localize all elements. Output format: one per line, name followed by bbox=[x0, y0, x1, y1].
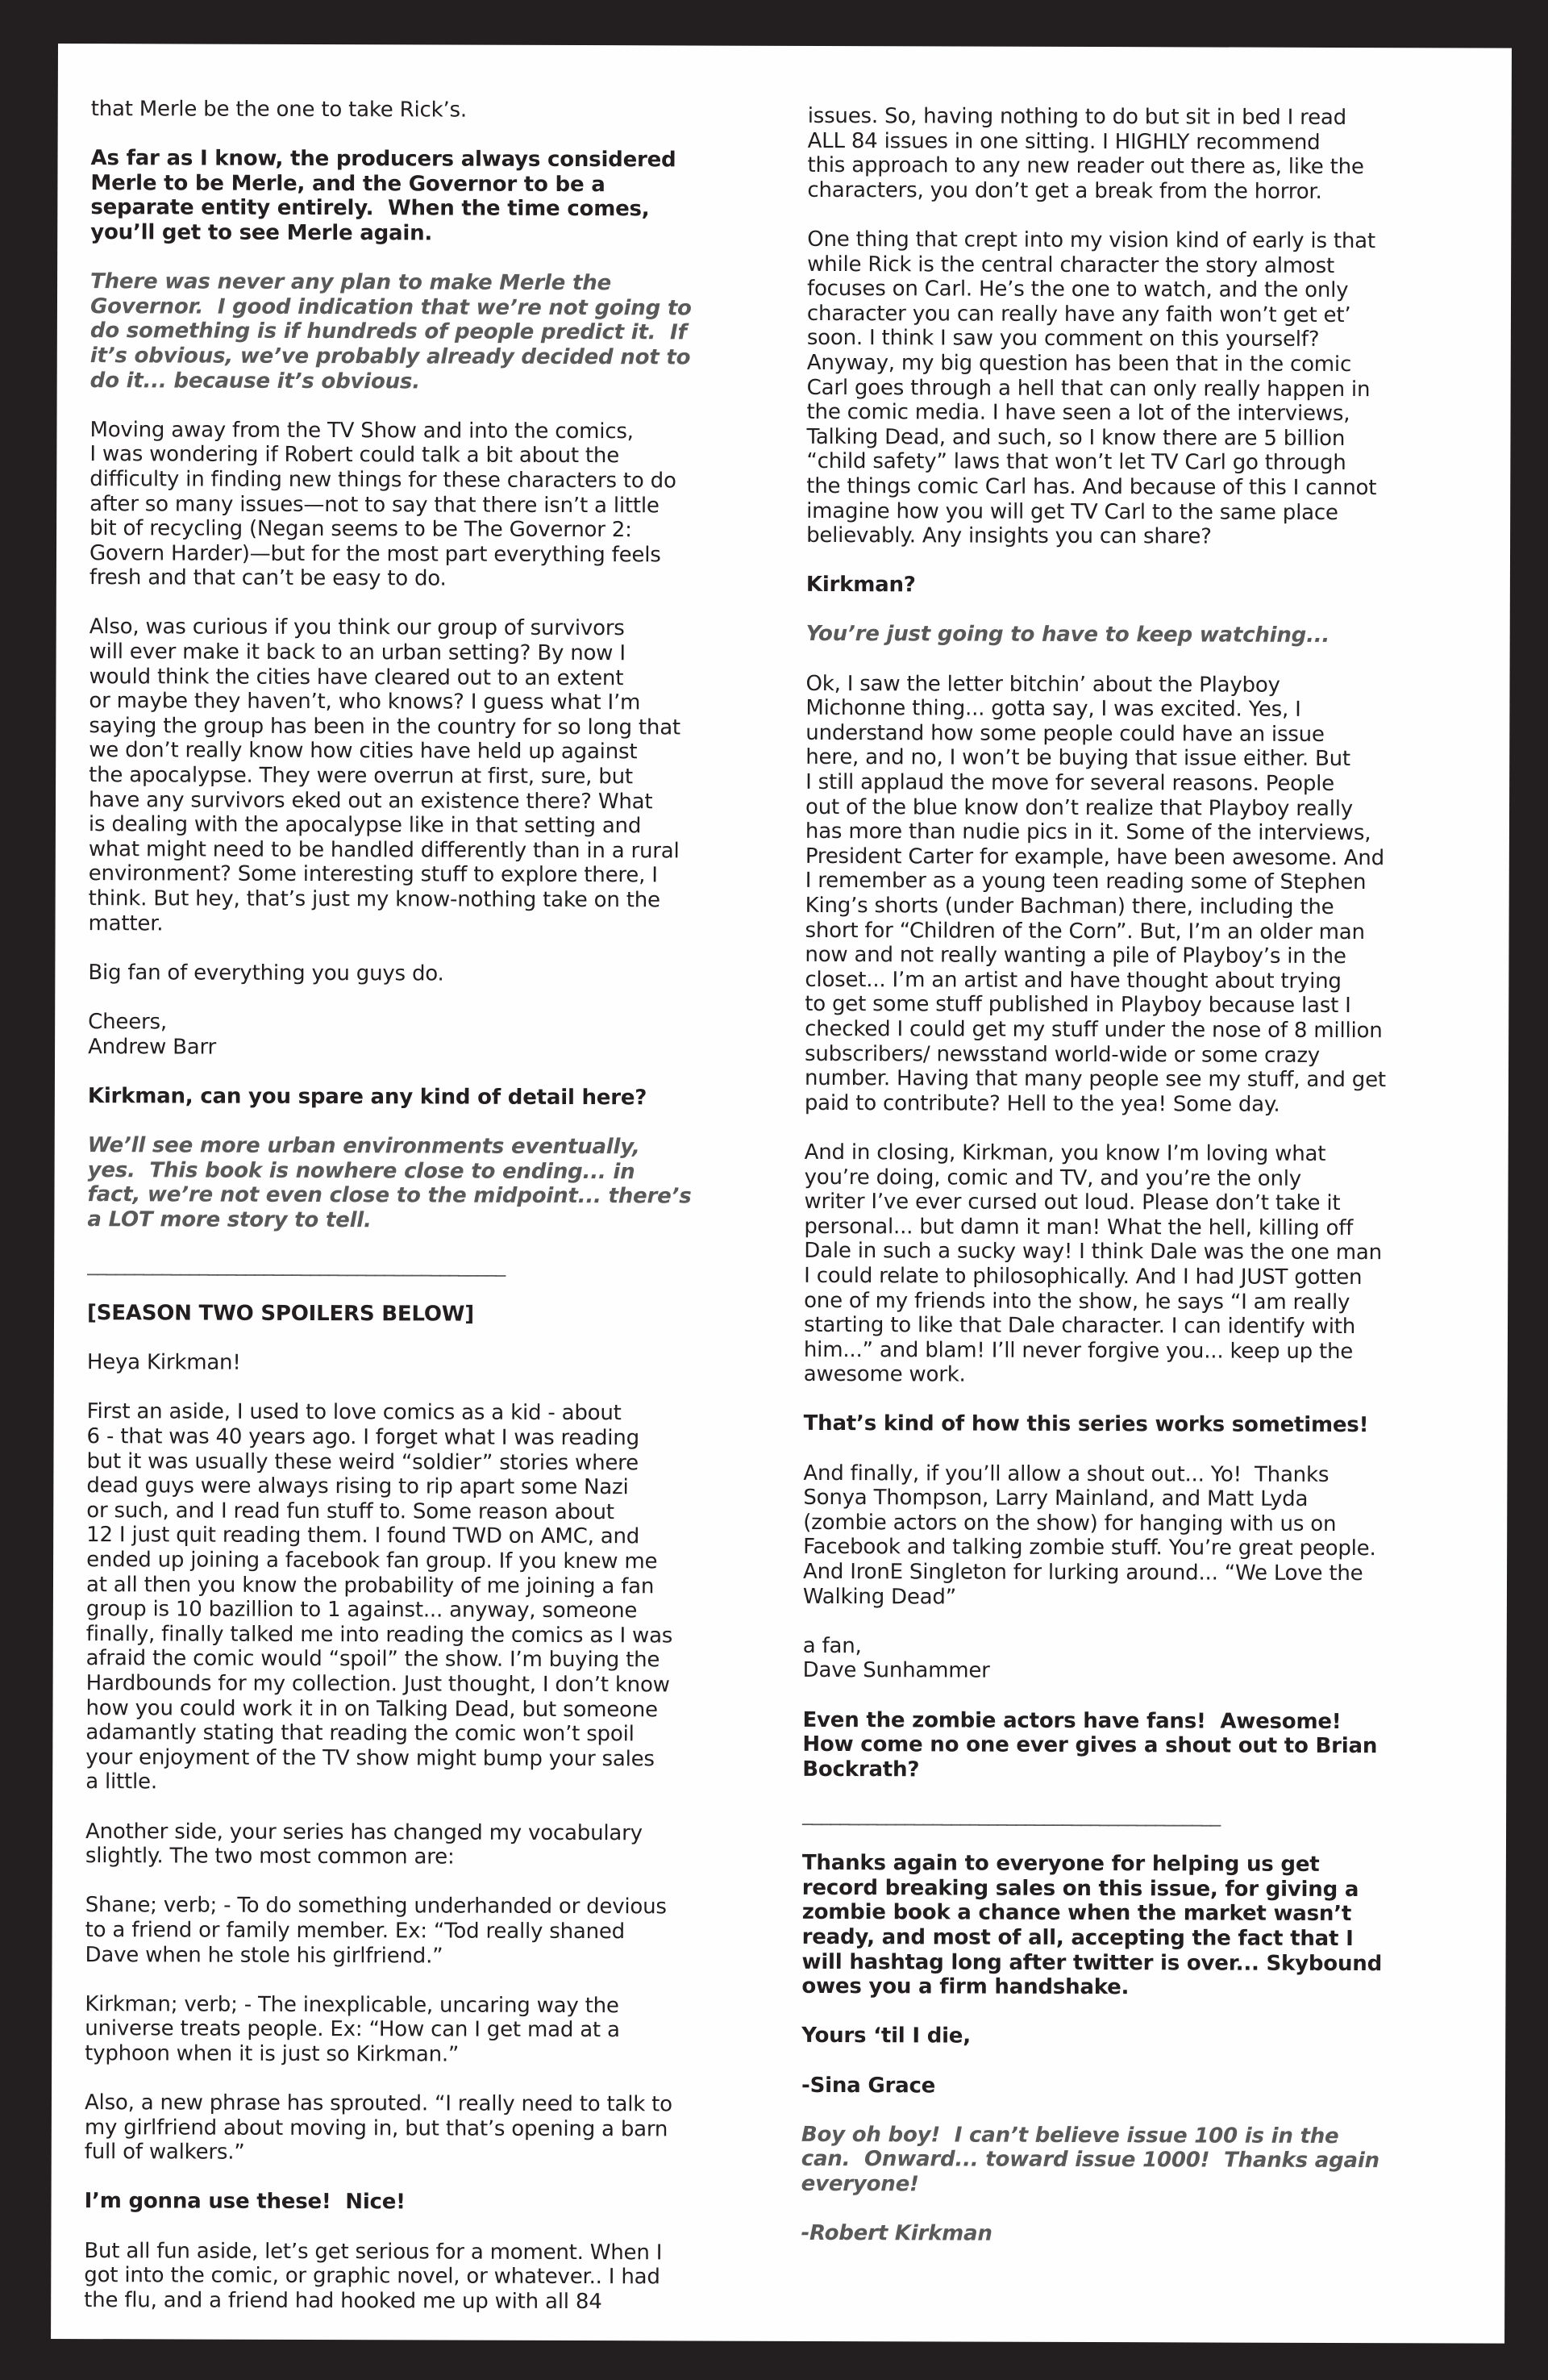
text-line: zombie book a chance when the market wasn’t bbox=[801, 1900, 1352, 1927]
text-line: focuses on Carl. He’s the one to watch, and the only bbox=[807, 277, 1349, 303]
text-line: difficulty in finding new things for these characters to do bbox=[89, 467, 676, 494]
text-line: is dealing with the apocalypse like in that setting and bbox=[88, 812, 642, 839]
section-divider bbox=[87, 1252, 797, 1278]
text-line: Another side, your series has changed my vocabulary bbox=[85, 1819, 643, 1845]
editor-response bbox=[85, 2190, 794, 2216]
editor-response bbox=[88, 1084, 797, 1111]
text-line: do something is if hundreds of people predict it. If bbox=[89, 319, 687, 345]
text-line: writer I’ve ever cursed out loud. Please don’t take it bbox=[804, 1190, 1341, 1216]
text-line: you’ll get to see Merle again. bbox=[90, 220, 433, 246]
text-line: closet... I’m an artist and have thought about trying bbox=[805, 967, 1342, 994]
text-line: or such, and I read fun stuff to. Some reason about bbox=[86, 1498, 614, 1525]
text-line: imagine how you will get TV Carl to the same place bbox=[806, 498, 1338, 525]
text-line: One thing that crept into my vision kind of early is that bbox=[807, 227, 1375, 254]
text-line: You’re just going to have to keep watching... bbox=[805, 622, 1330, 648]
text-line: As far as I know, the producers always considered bbox=[90, 146, 676, 173]
text-line: Kirkman? bbox=[805, 573, 916, 598]
text-line: what might need to be handled differently than in a rural bbox=[88, 836, 680, 864]
text-line: I still applaud the move for several reasons. People bbox=[805, 769, 1335, 797]
text-line: it’s obvious, we’ve probably already decided not to bbox=[89, 344, 691, 370]
text-line: checked I could get my stuff under the nose of 8 million bbox=[805, 1016, 1383, 1044]
text-line: King’s shorts (under Bachman) there, including the bbox=[805, 893, 1334, 919]
kirkman-reply bbox=[806, 622, 1516, 648]
kirkman-reply bbox=[90, 269, 800, 395]
text-line: And finally, if you’ll allow a shout out... Yo! Thanks bbox=[803, 1461, 1330, 1487]
text-line: Andrew Barr bbox=[88, 1034, 217, 1060]
text-line: -Robert Kirkman bbox=[801, 2220, 992, 2246]
text-line: do it... because it’s obvious. bbox=[89, 368, 420, 394]
text-line: Kirkman, can you spare any kind of detail here? bbox=[87, 1083, 647, 1111]
text-line: Sonya Thompson, Larry Mainland, and Matt Lyda bbox=[803, 1486, 1309, 1512]
text-line: I remember as a young teen reading some of Stephen bbox=[805, 869, 1367, 895]
text-line: Also, was curious if you think our group of survivors bbox=[89, 615, 625, 641]
text-line: saying the group has been in the country for so long that bbox=[89, 713, 681, 740]
text-line: Carl goes through a hell that can only really happen in bbox=[806, 375, 1371, 402]
text-line: everyone! bbox=[801, 2171, 919, 2197]
text-line: _____________________________________________ bbox=[802, 1801, 1220, 1828]
text-line: this approach to any new reader out there as, like the bbox=[807, 153, 1364, 180]
editor-response bbox=[804, 1411, 1513, 1438]
text-line: him...” and blam! I’ll never forgive you... keep up the bbox=[803, 1337, 1354, 1364]
text-line: soon. I think I saw you comment on this yourself? bbox=[806, 326, 1320, 352]
text-line: fact, we’re not even close to the midpoint... there’s bbox=[87, 1182, 692, 1209]
text-line: a LOT more story to tell. bbox=[87, 1207, 372, 1232]
right-column bbox=[801, 104, 1517, 2273]
text-line: We’ll see more urban environments eventually, bbox=[87, 1133, 640, 1160]
text-line: paid to contribute? Hell to the yea! Some day. bbox=[804, 1090, 1280, 1117]
text-line: characters, you don’t get a break from the horror. bbox=[807, 177, 1322, 204]
left-column bbox=[84, 97, 801, 2340]
text-line: but it was usually these weird “soldier” stories where bbox=[86, 1448, 639, 1475]
text-line: environment? Some interesting stuff to explore there, I bbox=[88, 861, 658, 888]
text-line: First an aside, I used to love comics as a kid - about bbox=[86, 1399, 622, 1426]
text-line: Dave Sunhammer bbox=[802, 1658, 990, 1684]
kirkman-reply bbox=[87, 1133, 797, 1234]
editor-response bbox=[806, 573, 1516, 599]
letter-paragraph bbox=[85, 1400, 797, 1797]
text-line: one of my friends into the show, he says “I am really bbox=[804, 1288, 1350, 1315]
text-line: owes you a firm handshake. bbox=[801, 1974, 1130, 2000]
letter-paragraph bbox=[85, 1819, 795, 1871]
text-line: 12 I just quit reading them. I found TWD on AMC, and bbox=[86, 1523, 640, 1549]
text-line: finally, finally talked me into reading the comics as I was bbox=[85, 1621, 673, 1648]
text-line: yes. This book is nowhere close to ending... in bbox=[87, 1157, 635, 1184]
text-line: “child safety” laws that won’t let TV Carl go through bbox=[806, 449, 1346, 476]
text-line: separate entity entirely. When the time comes, bbox=[90, 195, 650, 222]
text-line: your enjoyment of the TV show might bump your sales bbox=[85, 1744, 655, 1772]
text-line: believably. Any insights you can share? bbox=[806, 523, 1212, 549]
text-line: Moving away from the TV Show and into the comics, bbox=[89, 417, 634, 444]
text-line: Dale in such a sucky way! I think Dale was the one man bbox=[804, 1239, 1382, 1265]
text-line: afraid the comic would “spoil” the show. I’m buying the bbox=[85, 1646, 660, 1673]
text-line: Cheers, bbox=[88, 1010, 167, 1035]
text-line: fresh and that can’t be easy to do. bbox=[89, 565, 447, 591]
editor-response bbox=[90, 146, 800, 247]
text-line: typhoon when it is just so Kirkman.” bbox=[85, 2041, 460, 2067]
text-line: subscribers/ newsstand world-wide or some crazy bbox=[805, 1041, 1321, 1068]
text-line: Thanks again to everyone for helping us get bbox=[801, 1851, 1320, 1878]
text-line: Michonne thing... gotta say, I was excited. Yes, I bbox=[805, 696, 1301, 723]
text-line: a fan, bbox=[802, 1633, 862, 1658]
text-line: And IronE Singleton for lurking around... “We Love the bbox=[803, 1559, 1363, 1586]
text-line: bit of recycling (Negan seems to be The Governor 2: bbox=[89, 516, 632, 543]
text-line: that Merle be the one to take Rick’s. bbox=[90, 97, 468, 123]
text-line: short for “Children of the Corn”. But, I’m an older man bbox=[805, 918, 1365, 944]
text-line: ended up joining a facebook fan group. If you knew me bbox=[86, 1548, 658, 1574]
text-line: That’s kind of how this series works sometimes! bbox=[803, 1411, 1369, 1438]
text-line: the comic media. I have seen a lot of the interviews, bbox=[806, 400, 1350, 427]
text-line: I was wondering if Robert could talk a bit about the bbox=[89, 442, 620, 469]
text-line: Kirkman; verb; - The inexplicable, uncaring way the bbox=[85, 1991, 619, 2018]
text-line: universe treats people. Ex: “How can I get mad at a bbox=[85, 2016, 620, 2043]
editor-response bbox=[801, 1851, 1512, 2001]
text-line: Also, a new phrase has sprouted. “I really need to talk to bbox=[84, 2090, 672, 2117]
letter-paragraph bbox=[89, 615, 799, 938]
text-line: Shane; verb; - To do something underhanded or devious bbox=[85, 1893, 667, 1919]
letter-paragraph bbox=[89, 418, 800, 593]
text-line: [SEASON TWO SPOILERS BELOW] bbox=[87, 1301, 474, 1327]
text-line: But all fun aside, let’s get serious for a moment. When I bbox=[84, 2238, 663, 2265]
text-line: Facebook and talking zombie stuff. You’re great people. bbox=[803, 1535, 1376, 1561]
text-line: -Sina Grace bbox=[801, 2073, 936, 2098]
text-line: after so many issues—not to say that there isn’t a little bbox=[89, 491, 660, 518]
text-line: how you could work it in on Talking Dead, but someone bbox=[85, 1695, 658, 1722]
text-line: Even the zombie actors have fans! Awesome! bbox=[802, 1707, 1342, 1734]
text-line: to get some stuff published in Playboy because last I bbox=[805, 992, 1351, 1019]
letter-paragraph bbox=[803, 1461, 1513, 1611]
text-line: ALL 84 issues in one sitting. I HIGHLY recommend bbox=[807, 128, 1321, 155]
letter-paragraph bbox=[84, 2239, 793, 2315]
text-line: Hardbounds for my collection. Just thought, I don’t know bbox=[85, 1671, 670, 1698]
text-line: Merle to be Merle, and the Governor to be a bbox=[90, 170, 605, 197]
text-line: out of the blue know don’t realize that Playboy really bbox=[805, 794, 1354, 821]
text-line: here, and no, I won’t be buying that issue either. But bbox=[805, 745, 1350, 772]
text-line: personal... but damn it man! What the hell, killing off bbox=[804, 1214, 1354, 1240]
text-line: has more than nudie pics in it. Some of the interviews, bbox=[805, 819, 1371, 846]
text-line: Bockrath? bbox=[802, 1757, 920, 1782]
letter-paragraph bbox=[85, 1893, 795, 1969]
letter-paragraph bbox=[91, 97, 801, 123]
letter-paragraph bbox=[88, 1010, 797, 1061]
text-line: group is 10 bazillion to 1 against... anyway, someone bbox=[85, 1597, 638, 1623]
text-line: ready, and most of all, accepting the fact that I bbox=[801, 1924, 1354, 1951]
editor-response bbox=[801, 2024, 1511, 2050]
letter-paragraph bbox=[87, 1350, 797, 1377]
letter-paragraph bbox=[807, 104, 1517, 205]
text-line: (zombie actors on the show) for hanging with us on bbox=[803, 1510, 1337, 1536]
letter-paragraph bbox=[806, 227, 1517, 550]
text-line: character you can really have any faith won’t get et’ bbox=[806, 301, 1351, 327]
text-line: the things comic Carl has. And because of this I cannot bbox=[806, 473, 1377, 501]
letters-page bbox=[51, 44, 1512, 2344]
text-line: we don’t really know how cities have held up against bbox=[89, 738, 638, 765]
text-line: have any survivors eked out an existence there? What bbox=[89, 787, 653, 814]
text-line: awesome work. bbox=[803, 1362, 966, 1387]
text-line: _____________________________________________ bbox=[87, 1252, 505, 1278]
text-line: How come no one ever gives a shout out to Brian bbox=[802, 1732, 1378, 1759]
text-line: There was never any plan to make Merle the bbox=[90, 269, 612, 296]
text-line: record breaking sales on this issue, for giving a bbox=[801, 1875, 1359, 1902]
text-line: got into the comic, or graphic novel, or whatever.. I had bbox=[84, 2263, 660, 2290]
text-line: I’m gonna use these! Nice! bbox=[84, 2189, 406, 2215]
text-line: the apocalypse. They were overrun at first, sure, but bbox=[89, 763, 633, 790]
text-line: at all then you know the probability of me joining a fan bbox=[85, 1572, 655, 1598]
editor-response bbox=[801, 2073, 1511, 2099]
letter-paragraph bbox=[803, 1634, 1513, 1686]
text-line: issues. So, having nothing to do but sit in bed I read bbox=[807, 103, 1347, 131]
text-line: slightly. The two most common are: bbox=[85, 1844, 455, 1869]
text-line: now and not really wanting a pile of Playboy’s in the bbox=[805, 943, 1346, 969]
text-line: you’re doing, comic and TV, and you’re the only bbox=[804, 1165, 1302, 1191]
section-divider bbox=[802, 1802, 1512, 1828]
text-line: Heya Kirkman! bbox=[86, 1350, 241, 1376]
text-line: Big fan of everything you guys do. bbox=[88, 960, 444, 986]
kirkman-reply bbox=[801, 2221, 1510, 2248]
text-line: while Rick is the central character the story almost bbox=[807, 252, 1335, 278]
text-line: Yours ‘til I die, bbox=[801, 2024, 972, 2049]
text-line: think. But hey, that’s just my know-nothing take on the bbox=[88, 886, 660, 913]
text-line: my girlfriend about moving in, but that’s opening a barn bbox=[84, 2115, 668, 2142]
text-line: I could relate to philosophically. And I had JUST gotten bbox=[804, 1263, 1363, 1290]
text-line: the flu, and a friend had hooked me up with all 84 bbox=[84, 2287, 602, 2314]
text-line: President Carter for example, have been awesome. And bbox=[805, 844, 1384, 870]
letter-paragraph bbox=[805, 672, 1516, 1118]
letter-paragraph bbox=[85, 2090, 794, 2167]
text-line: Ok, I saw the letter bitchin’ about the Playboy bbox=[805, 671, 1280, 698]
text-line: Dave when he stole his girlfriend.” bbox=[85, 1942, 443, 1969]
editor-response bbox=[87, 1301, 797, 1328]
text-line: to a friend or family member. Ex: “Tod really shaned bbox=[85, 1918, 626, 1944]
text-line: would think the cities have cleared out to an extent bbox=[89, 664, 624, 690]
letter-paragraph bbox=[85, 1992, 794, 2069]
text-line: Talking Dead, and such, so I know there are 5 billion bbox=[806, 424, 1346, 451]
text-line: full of walkers.” bbox=[84, 2140, 245, 2165]
text-line: starting to like that Dale character. I can identify with bbox=[803, 1313, 1356, 1340]
text-line: Govern Harder)—but for the most part everything feels bbox=[89, 540, 661, 568]
text-line: dead guys were always rising to rip apart some Nazi bbox=[86, 1473, 629, 1500]
editor-response bbox=[802, 1708, 1512, 1785]
text-line: will hashtag long after twitter is over... Skybound bbox=[801, 1949, 1383, 1976]
text-line: matter. bbox=[88, 911, 164, 936]
letter-paragraph bbox=[804, 1140, 1514, 1390]
text-line: understand how some people could have an issue bbox=[805, 720, 1325, 747]
text-line: Anyway, my big question has been that in the comic bbox=[806, 350, 1352, 377]
text-line: number. Having that many people see my stuff, and get bbox=[804, 1066, 1386, 1093]
text-line: 6 - that was 40 years ago. I forget what I was reading bbox=[86, 1424, 639, 1451]
text-line: adamantly stating that reading the comic won’t spoil bbox=[85, 1720, 635, 1747]
text-line: Governor. I good indication that we’re not going to bbox=[89, 294, 692, 321]
text-line: Boy oh boy! I can’t believe issue 100 is in the bbox=[801, 2122, 1339, 2149]
letter-paragraph bbox=[88, 961, 797, 987]
text-line: will ever make it back to an urban setting? By now I bbox=[89, 640, 626, 666]
text-line: a little. bbox=[85, 1769, 157, 1794]
text-line: Walking Dead” bbox=[802, 1584, 957, 1610]
text-line: can. Onward... toward issue 1000! Thanks again bbox=[801, 2147, 1379, 2174]
kirkman-reply bbox=[801, 2123, 1511, 2199]
text-line: And in closing, Kirkman, you know I’m loving what bbox=[804, 1140, 1326, 1166]
text-line: or maybe they haven’t, who knows? I guess what I’m bbox=[89, 689, 641, 715]
